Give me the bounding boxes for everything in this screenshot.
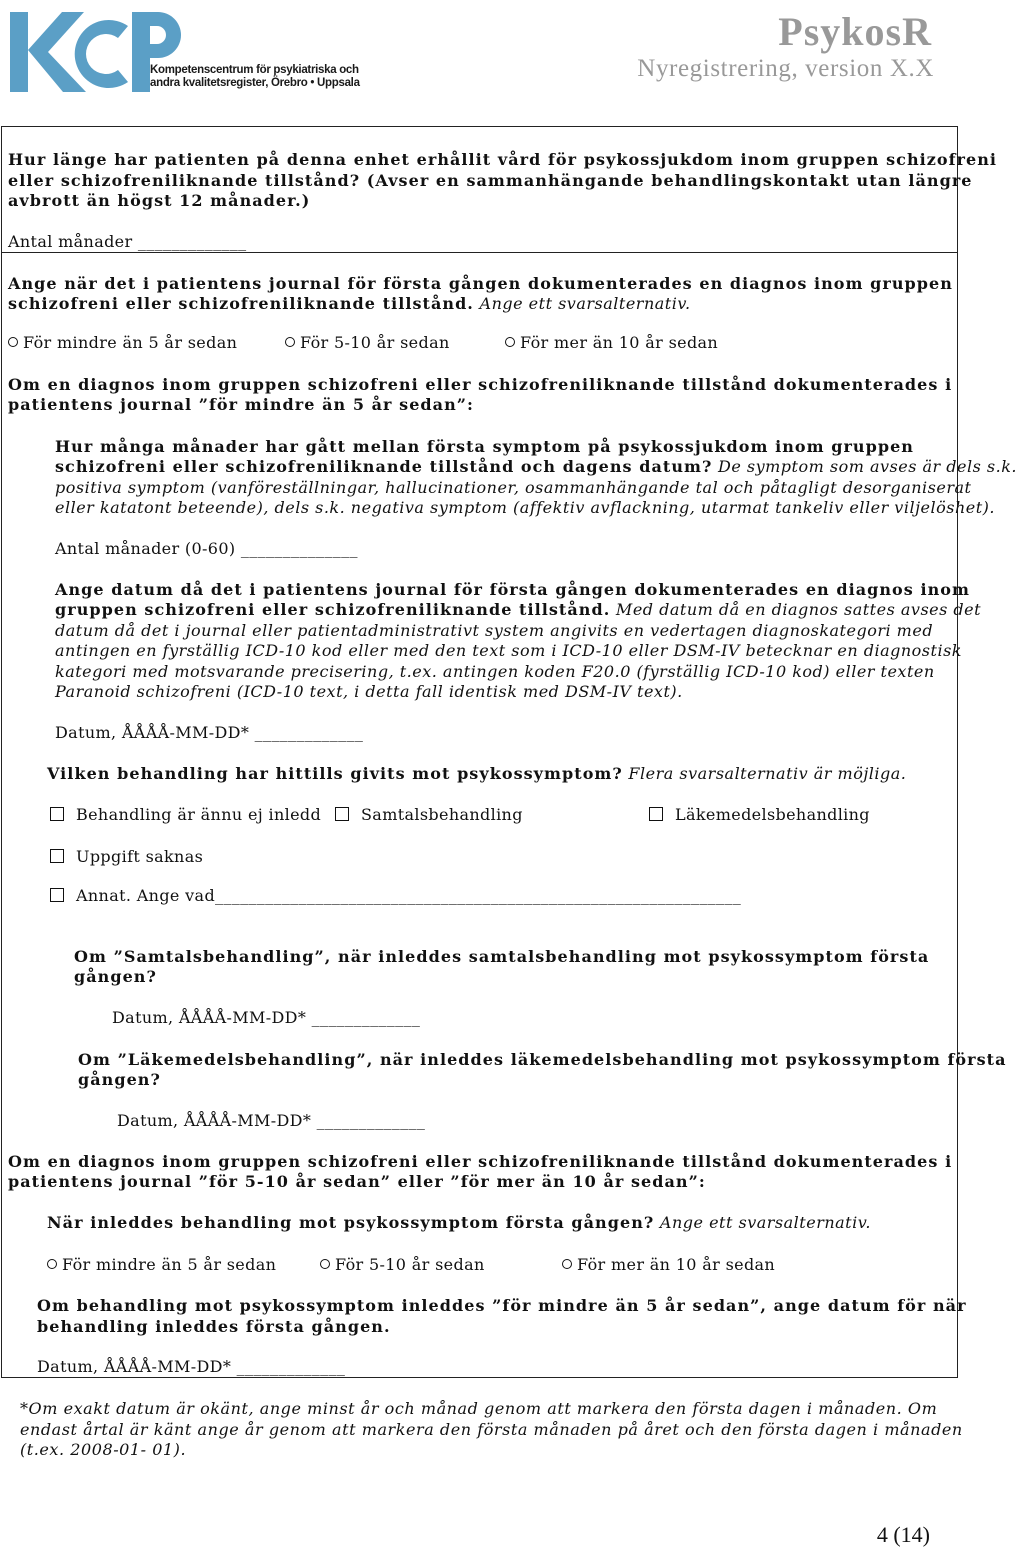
footnote-line2: endast årtal är känt ange år genom att markera den första månaden på året och den första dagen i månaden	[20, 1419, 963, 1439]
q5-option-other[interactable]	[50, 886, 741, 906]
radio-icon[interactable]	[320, 1259, 330, 1269]
q3-line2-italic: De symptom som avses är dels s.k.	[712, 457, 1017, 476]
radio-icon[interactable]	[47, 1259, 57, 1269]
q3-line4: eller katatont beteende), dels s.k. negativa symptom (affektiv avflackning, utarmat tankeliv eller viljelöshet).	[55, 498, 995, 517]
q2-line2-bold: schizofreni eller schizofreniliknande tillstånd.	[8, 294, 474, 313]
q4-line1: Ange datum då det i patientens journal för första gången dokumenterades en diagnos inom	[55, 580, 970, 599]
q5-option-3-label: Läkemedelsbehandling	[675, 805, 870, 824]
q2-option-1[interactable]	[8, 333, 237, 353]
q5-option-2-label: Samtalsbehandling	[361, 805, 523, 824]
q5-bold: Vilken behandling har hittills givits mot psykossymptom?	[47, 764, 623, 783]
q4-line5: kategori med motsvarande precisering, t.ex. antingen koden F20.0 (fyrställig ICD-10 kod) eller texten	[55, 662, 935, 681]
page-number: 4 (14)	[876, 1522, 930, 1547]
radio-icon[interactable]	[562, 1259, 572, 1269]
q1-line1: Hur länge har patienten på denna enhet erhållit vård för psykossjukdom inom gruppen schizofreni	[8, 150, 998, 169]
q1-line3: avbrott än högst 12 månader.)	[8, 191, 311, 210]
q4-line2-bold: gruppen schizofreni eller schizofreniliknande tillstånd.	[55, 600, 611, 619]
diagnosis-date-field[interactable]: Datum, ÅÅÅÅ-MM-DD* _____________	[55, 723, 364, 742]
q9-line1: Om behandling mot psykossymptom inleddes ”för mindre än 5 år sedan”, ange datum för när	[37, 1296, 967, 1315]
checkbox-icon[interactable]	[50, 888, 64, 902]
q3-line1: Hur många månader har gått mellan första symptom på psykossjukdom inom gruppen	[55, 437, 914, 456]
q5-option-1-label: Behandling är ännu ej inledd	[76, 805, 322, 824]
q8-bold: När inleddes behandling mot psykossymptom första gången?	[47, 1213, 655, 1232]
radio-icon[interactable]	[285, 337, 295, 347]
q2-option-3[interactable]	[505, 333, 718, 353]
q2-option-2-label: För 5-10 år sedan	[300, 333, 450, 352]
q5-option-medication[interactable]	[649, 805, 870, 825]
q7-line1: Om ”Läkemedelsbehandling”, när inleddes läkemedelsbehandling mot psykossymptom första	[78, 1050, 1007, 1069]
q8-question	[47, 1213, 871, 1234]
q2-option-3-label: För mer än 10 år sedan	[520, 333, 719, 352]
q8-options	[47, 1255, 947, 1275]
footnote-line3: (t.ex. 2008-01- 01).	[20, 1440, 187, 1459]
months-field[interactable]: Antal månader _____________	[8, 232, 247, 251]
q8-option-1[interactable]	[47, 1255, 276, 1275]
treatment-start-date-field[interactable]: Datum, ÅÅÅÅ-MM-DD* _____________	[37, 1357, 346, 1376]
q2-option-1-label: För mindre än 5 år sedan	[23, 333, 238, 352]
q3-line2	[55, 457, 1017, 478]
q5-options-row1	[50, 805, 950, 825]
months-0-60-field[interactable]: Antal månader (0-60) ______________	[55, 539, 358, 558]
q8-option-3-label: För mer än 10 år sedan	[577, 1255, 776, 1274]
checkbox-icon[interactable]	[50, 849, 64, 863]
s1-line2: patientens journal ”för mindre än 5 år sedan”:	[8, 395, 474, 414]
q6-line1: Om ”Samtalsbehandling”, när inleddes samtalsbehandling mot psykossymptom första	[74, 947, 930, 966]
q8-option-2-label: För 5-10 år sedan	[335, 1255, 485, 1274]
register-subtitle: Nyregistrering, version X.X	[637, 55, 934, 82]
q5-instruction: Flera svarsalternativ är möjliga.	[622, 764, 907, 783]
radio-icon[interactable]	[505, 337, 515, 347]
q5-option-not-started[interactable]	[50, 805, 321, 825]
q4-line3: datum då det i journal eller patientadministrativt system angivits en vedertagen diagnoskategori med	[55, 621, 934, 640]
q4-line2	[55, 600, 981, 621]
q8-option-3[interactable]	[562, 1255, 775, 1275]
q5-option-4-label: Uppgift saknas	[76, 847, 204, 866]
q5-options-row2	[50, 847, 650, 867]
q2-line1: Ange när det i patientens journal för första gången dokumenterades en diagnos inom gruppen	[8, 274, 953, 293]
checkbox-icon[interactable]	[649, 807, 663, 821]
q9-line2: behandling inleddes första gången.	[37, 1317, 391, 1336]
q1-line2: eller schizofreniliknande tillstånd? (Avser en sammanhängande behandlingskontakt utan längre	[8, 171, 973, 190]
q2-option-2[interactable]	[285, 333, 450, 353]
logo-subtitle	[150, 64, 360, 90]
s1-line1: Om en diagnos inom gruppen schizofreni eller schizofreniliknande tillstånd dokumenterades i	[8, 375, 953, 394]
checkbox-icon[interactable]	[335, 807, 349, 821]
q4-line4: antingen en fyrställig ICD-10 kod eller med den text som i ICD-10 eller DSM-IV betecknar en diagnostisk	[55, 641, 962, 660]
q4-line2-italic: Med datum då en diagnos sattes avses det	[610, 600, 982, 619]
logo-subtitle-line2: andra kvalitetsregister, Örebro • Uppsala	[150, 77, 360, 89]
radio-icon[interactable]	[8, 337, 18, 347]
q7-line2: gången?	[78, 1070, 161, 1089]
medication-date-field[interactable]: Datum, ÅÅÅÅ-MM-DD* _____________	[117, 1111, 426, 1130]
footnote	[20, 1399, 963, 1461]
q2-instruction: Ange ett svarsalternativ.	[473, 294, 691, 313]
q8-option-2[interactable]	[320, 1255, 485, 1275]
q4-line6: Paranoid schizofreni (ICD-10 text, i detta fall identisk med DSM-IV text).	[55, 682, 683, 701]
q5-option-talk-therapy[interactable]	[335, 805, 523, 825]
q3-line3: positiva symptom (vanföreställningar, hallucinationer, osammanhängande tal och påtagligt desorganiserat	[55, 478, 972, 497]
footnote-line1: *Om exakt datum är okänt, ange minst år och månad genom att markera den första dagen i månaden. Om	[20, 1399, 938, 1418]
q2-line2	[8, 294, 691, 315]
s2-line2: patientens journal ”för 5-10 år sedan” eller ”för mer än 10 år sedan”:	[8, 1172, 706, 1191]
talk-therapy-date-field[interactable]: Datum, ÅÅÅÅ-MM-DD* _____________	[112, 1008, 421, 1027]
q5-options-row3	[50, 886, 950, 906]
q6-line2: gången?	[74, 967, 157, 986]
checkbox-icon[interactable]	[50, 807, 64, 821]
q5-option-5-label: Annat. Ange vad_______________________________________________________________	[76, 886, 742, 905]
q8-option-1-label: För mindre än 5 år sedan	[62, 1255, 277, 1274]
q8-instruction: Ange ett svarsalternativ.	[654, 1213, 871, 1232]
q5-question	[47, 764, 906, 785]
s2-line1: Om en diagnos inom gruppen schizofreni eller schizofreniliknande tillstånd dokumenterades i	[8, 1152, 953, 1171]
logo-subtitle-line1: Kompetenscentrum för psykiatriska och	[150, 64, 359, 76]
q3-line2-bold: schizofreni eller schizofreniliknande tillstånd och dagens datum?	[55, 457, 713, 476]
register-title: PsykosR	[778, 9, 932, 54]
q5-option-unknown[interactable]	[50, 847, 203, 867]
q2-options	[8, 333, 908, 353]
